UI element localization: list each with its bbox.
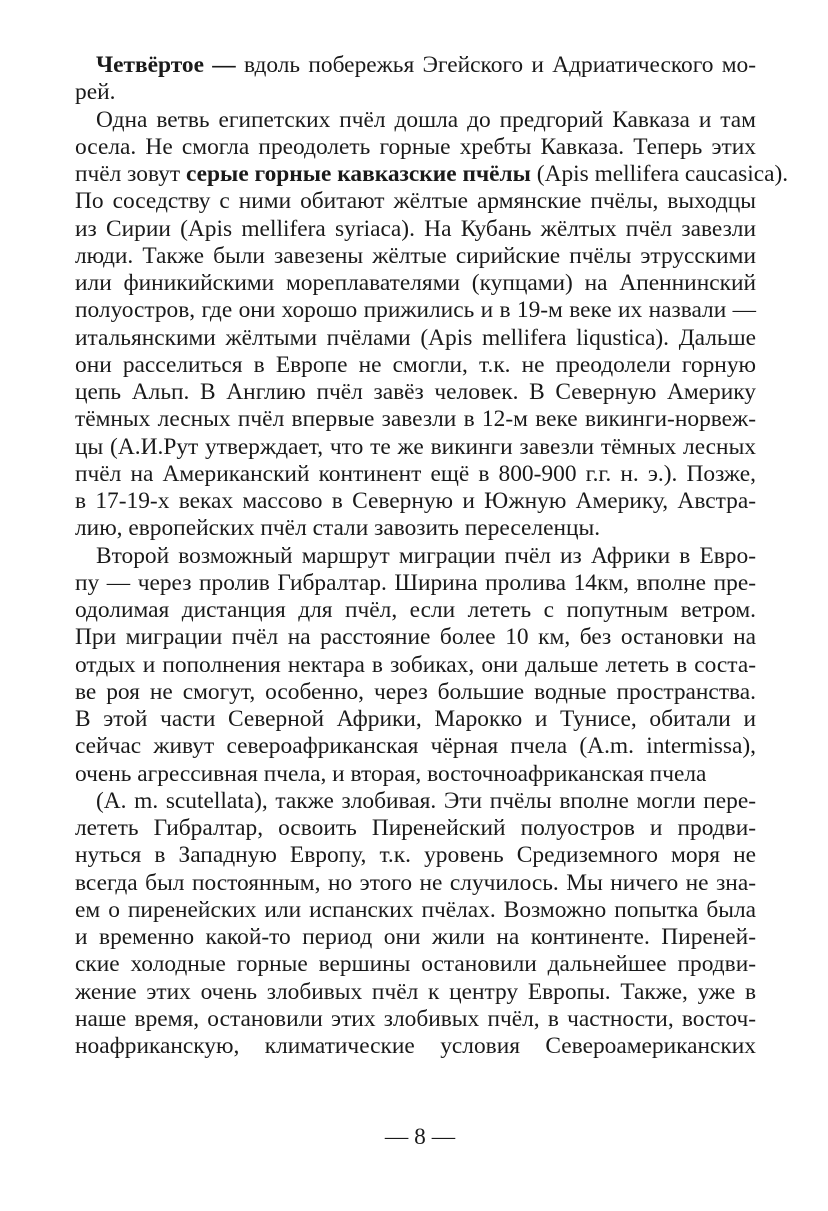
paragraph	[75, 52, 756, 107]
paragraph	[75, 543, 756, 788]
text-line: пчёл зовут серые горные кавказские пчёлы (Apis mellifera caucasica).	[75, 161, 789, 187]
text-line: В этой части Северной Африки, Марокко и Тунисе, обитали и	[75, 706, 756, 732]
text-line: ем о пиренейских или испанских пчёлах. Возможно попытка была	[75, 896, 756, 923]
text-line: итальянскими жёлтыми пчёлами (Apis mellifera liqustica). Дальше	[75, 324, 756, 351]
text-line: нуться в Западную Европу, т.к. уровень Средиземного моря не	[75, 842, 756, 869]
paragraph	[75, 106, 789, 543]
text-line: Второй возможный маршрут миграции пчёл из Африки в Евро-	[96, 542, 756, 569]
text-line: они расселиться в Европе не смогли, т.к. не преодолели горную	[75, 351, 756, 378]
text-line: очень агрессивная пчела, и вторая, восточноафриканская пчела	[75, 760, 707, 787]
text-line: всегда был постоянным, но этого не случилось. Мы ничего не зна-	[75, 869, 756, 896]
paragraph	[75, 788, 756, 1061]
text-line: тёмных лесных пчёл впервые завезли в 12-м веке викинги-норвеж-	[75, 406, 756, 433]
text-line: (A. m. scutellata), также злобивая. Эти пчёлы вполне могли пере-	[96, 787, 756, 814]
text-line: наше время, остановили этих злобивых пчёл, в частности, восточ-	[75, 1005, 756, 1032]
text-line: лететь Гибралтар, освоить Пиренейский полуостров и продви-	[75, 815, 756, 841]
text-line: цепь Альп. В Англию пчёл завёз человек. В Северную Америку	[75, 379, 756, 405]
text-line: лию, европейских пчёл стали завозить переселенцы.	[75, 515, 601, 542]
text-line: люди. Также были завезены жёлтые сирийские пчёлы этрусскими	[75, 242, 756, 269]
text-line: пу — через пролив Гибралтар. Ширина пролива 14км, вполне пре-	[75, 569, 756, 596]
text-line: осела. Не смогла преодолеть горные хребты Кавказа. Теперь этих	[75, 133, 756, 160]
text-line: полуостров, где они хорошо прижились и в 19-м веке их назвали —	[75, 297, 756, 324]
text-line: и временно какой-то период они жили на континенте. Пиреней-	[75, 924, 756, 950]
text-line: рей.	[75, 79, 116, 106]
text-line: отдых и пополнения нектара в зобиках, они дальше лететь в соста-	[75, 651, 756, 678]
page-number: — 8 —	[384, 1124, 456, 1150]
text-line: Четвёртое — вдоль побережья Эгейского и Адриатического мо-	[96, 52, 756, 78]
text-line: сейчас живут североафриканская чёрная пчела (A.m. intermissa),	[75, 733, 756, 760]
text-line: одолимая дистанция для пчёл, если лететь с попутным ветром.	[75, 597, 756, 623]
text-line: жение этих очень злобивых пчёл к центру Европы. Также, уже в	[75, 978, 756, 1005]
text-line: ноафриканскую, климатические условия Североамериканских	[75, 1033, 756, 1059]
text-line: в 17-19-х веках массово в Северную и Южную Америку, Австра-	[75, 488, 756, 514]
text-line: ские холодные горные вершины остановили дальнейшее продви-	[75, 951, 756, 978]
text-line: По соседству с ними обитают жёлтые армянские пчёлы, выходцы	[75, 188, 756, 215]
text-line: Одна ветвь египетских пчёл дошла до предгорий Кавказа и там	[96, 106, 756, 133]
text-line: ве роя не смогут, особенно, через большие водные пространства.	[75, 678, 756, 705]
page-body	[75, 52, 789, 1060]
text-line: При миграции пчёл на расстояние более 10 км, без остановки на	[75, 624, 756, 651]
text-line: пчёл на Американский континент ещё в 800-900 г.г. н. э.). Позже,	[75, 460, 756, 487]
text-line: из Сирии (Apis mellifera syriaca). На Кубань жёлтых пчёл завезли	[75, 215, 756, 242]
text-line: цы (А.И.Рут утверждает, что те же викинги завезли тёмных лесных	[75, 433, 756, 460]
text-line: или финикийскими мореплавателями (купцами) на Апеннинский	[75, 270, 756, 296]
